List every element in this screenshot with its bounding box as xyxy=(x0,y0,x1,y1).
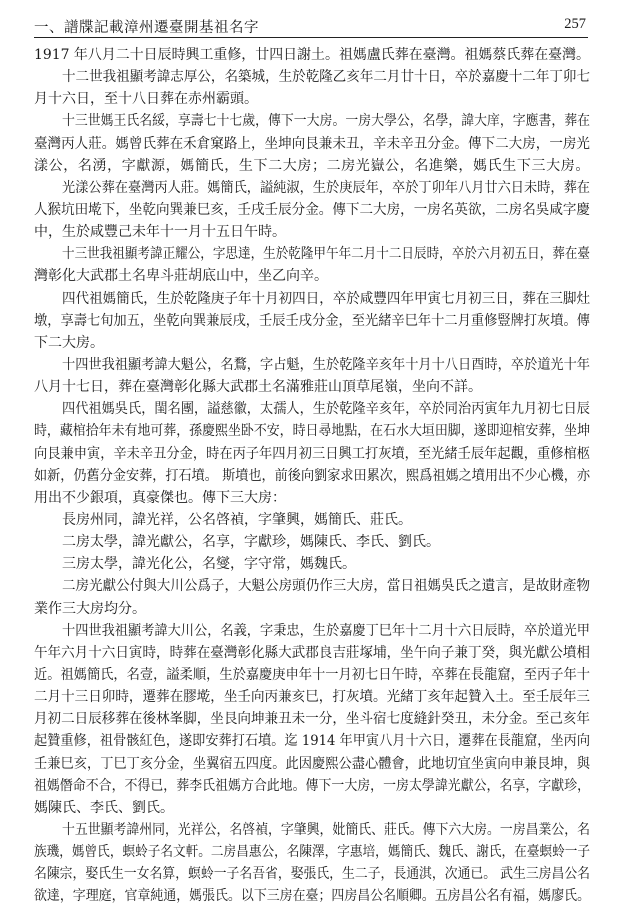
text-line: 業作三大房均分。 xyxy=(34,600,146,617)
text-line: 光漾公葬在臺灣丙人莊。媽簡氏，謚純淑，生於庚辰年，卒於丁卯年八月廿六日未時，葬在 xyxy=(62,179,590,196)
text-line: 月初二日辰移葬在後林峯脚，坐艮向坤兼丑未一分，坐斗宿七度縫針癸丑，未分金。至己亥年 xyxy=(34,711,590,728)
text-line: 十五世顯考諱州同，光祥公，名啓禎，字肇興，妣簡氏、莊氏。傳下六大房。一房昌業公，名 xyxy=(62,821,590,838)
text-line: 灣彰化大武郡土名卑斗莊胡底山中，坐乙向辛。 xyxy=(34,268,328,285)
text-line: 名陳宗，娶氏生一女名算，螟蛉一子名吾省，娶張氏，生二子，長通淇，次通已。 武生三房昌公名 xyxy=(34,866,590,883)
text-line: 如新，仍舊分金安葬，打石墳。 斯墳也，前後向劉家求田累次，熙爲祖媽之墳用出不少心機，亦 xyxy=(34,467,590,484)
body-text xyxy=(34,44,590,907)
text-line: 十三世我祖顯考諱正耀公，字思達，生於乾隆甲午年二月十二日辰時，卒於六月初五日，葬在臺 xyxy=(62,246,590,263)
text-line: 午年六月十六日寅時，時葬在臺灣彰化縣大武郡良吉莊塚埔，坐午向子兼丁癸，與光獻公墳相 xyxy=(34,644,590,661)
text-line: 祖媽僭命不合，不得已，葬李氏祖媽方合此地。傳下一大房，一房太學諱光獻公，名享，字獻珍， xyxy=(34,777,590,794)
text-line: 十三世媽王氏名綏，享壽七十七歲，傳下一大房。一房大學公，名學，諱大庠，字應書，葬在 xyxy=(62,113,590,130)
text-line: 時，藏棺拾年未有地可葬，孫慶熙坐卧不安，時日尋地點，在石水大垣田脚，遂即迎棺安葬，坐坤 xyxy=(34,423,590,440)
text-line: 近。祖媽簡氏，名壹，謚柔順，生於嘉慶庚申年十一月初七日午時，卒葬在長龍窟，至丙子年十 xyxy=(34,666,590,683)
text-line: 向艮兼申寅，辛未辛丑分金，時在丙子年四月初三日興工打灰墳，至光緒壬辰年起觀，重修棺柩 xyxy=(34,445,590,462)
text-line: 中，生於咸豐己未年十一月十五日午時。 xyxy=(34,224,286,241)
text-line: 十二世我祖顯考諱志厚公，名築城，生於乾隆乙亥年二月廿十日，卒於嘉慶十二年丁卯七 xyxy=(62,69,590,86)
text-line: 十四世我祖顯考諱大川公，名義，字秉忠，生於嘉慶丁巳年十二月十六日辰時，卒於道光甲 xyxy=(62,622,590,639)
text-line: 十四世我祖顯考諱大魁公，名鶩，字占魁，生於乾隆辛亥年十月十八日酉時，卒於道光十年 xyxy=(62,356,590,373)
text-line: 二房光獻公付與大川公爲子，大魁公房頭仍作三大房，當日祖媽吳氏之遺言，是故財產物 xyxy=(62,578,590,595)
text-line: 用出不少銀項，真豪傑也。傳下三大房： xyxy=(34,489,286,506)
text-line: 1917 年八月二十日辰時興工重修，廿四日謝土。祖媽盧氏葬在臺灣。祖媽蔡氏葬在臺灣。 xyxy=(34,47,590,63)
text-line: 四代祖媽簡氏，生於乾隆庚子年十月初四日，卒於咸豐四年甲寅七月初三日，葬在三脚灶 xyxy=(62,290,590,307)
header-rule xyxy=(34,37,588,38)
header-title: 一、譜牒記載漳州遷臺開基祖名字 xyxy=(34,20,259,36)
page-number: 257 xyxy=(564,16,586,32)
text-line: 四代祖媽吳氏，閨名團，謚慈徽，太孺人，生於乾隆辛亥年，卒於同治丙寅年九月初七日辰 xyxy=(62,401,590,418)
text-line: 下二大房。 xyxy=(34,334,104,351)
text-line: 墩，享壽七旬加五，坐乾向巽兼辰戌，壬辰壬戌分金，至光緒辛巳年十二月重修豎牌打灰墳。傳 xyxy=(34,312,590,329)
text-line: 臺灣丙人莊。媽曾氏葬在禾倉窠路上，坐坤向艮兼未丑，辛未辛丑分金。傳下二大房，一房光 xyxy=(34,135,590,152)
text-line: 人猴坑田墘下，坐乾向巽兼巳亥，壬戌壬辰分金。傳下二大房，一房名英欲，二房名吳咸字慶 xyxy=(34,201,590,218)
text-line: 壬兼巳亥，丁巳丁亥分金，坐翼宿五四度。此因慶熙公盡心體會，此地切宜坐寅向申兼艮坤，與 xyxy=(34,755,590,772)
text-line: 三房太學，諱光化公，名燮，字守常，媽魏氏。 xyxy=(62,556,356,573)
text-line: 族璣，媽曾氏，螟蛉子名文軒。二房昌惠公，名陳澤，字惠培，媽簡氏、魏氏、謝氏，在臺螟蛉一子 xyxy=(34,844,590,861)
page-header xyxy=(34,14,588,38)
text-line: 欲達，字理庭，官章純通，媽張氏。以下三房在臺；四房昌公名順卿。五房昌公名有福，媽廖氏。 xyxy=(34,888,590,905)
text-line: 八月十七日，葬在臺灣彰化縣大武郡土名滿雅莊山頂草尾嶺，坐向不詳。 xyxy=(34,379,482,396)
text-line: 起贊重修，祖骨骸紅色，遂即安葬打石墳。迄 1914 年甲寅八月十六日，遷葬在長龍窟，坐丙向 xyxy=(34,733,590,750)
text-line: 長房州同，諱光祥，公名啓禎，字肇興，媽簡氏、莊氏。 xyxy=(62,511,412,528)
text-line: 二房太學，諱光獻公，名享，字獻珍，媽陳氏、李氏、劉氏。 xyxy=(62,534,440,551)
text-line: 二月十三日卯時，遷葬在膠墘，坐壬向丙兼亥巳，打灰墳。光緒丁亥年起贊入土。至壬辰年三 xyxy=(34,689,590,706)
text-line: 月十六日，至十八日葬在赤州霸頭。 xyxy=(34,91,258,108)
text-line: 媽陳氏、李氏、劉氏。 xyxy=(34,799,174,816)
text-line: 漾公，名湧，字獻源，媽簡氏，生下二大房；二房光嶽公，名進樂，媽氏生下三大房。 xyxy=(34,157,590,174)
